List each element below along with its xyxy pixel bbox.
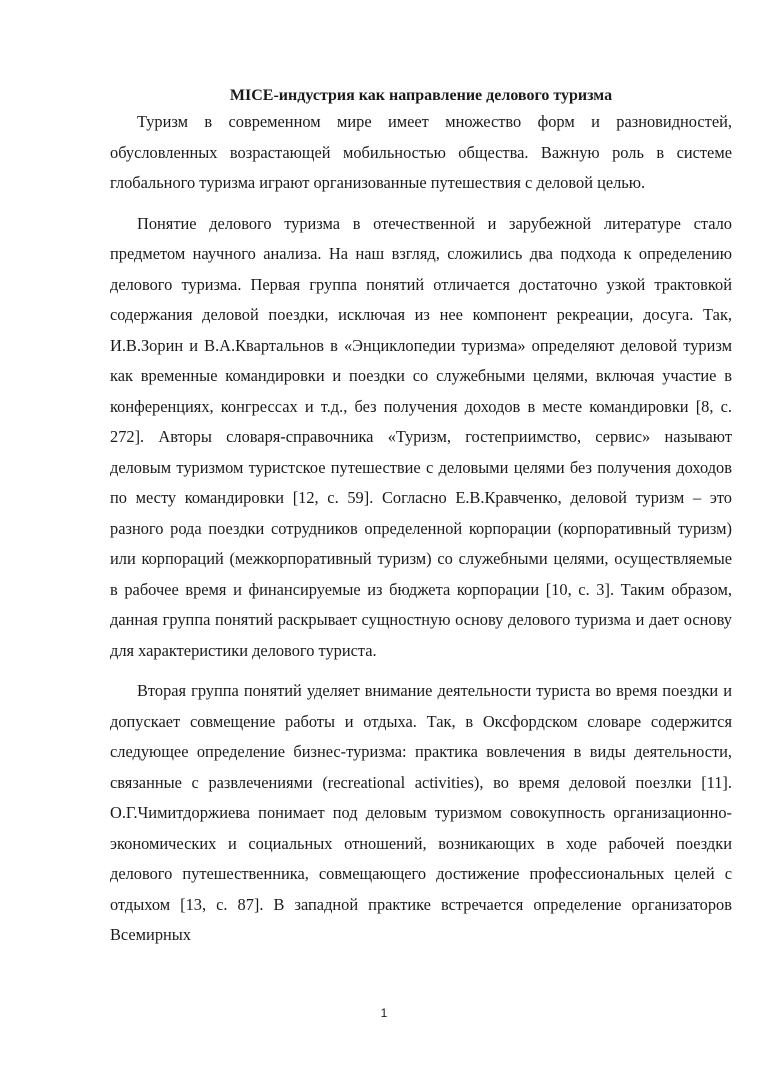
paragraph-intro: Туризм в современном мире имеет множество форм и разновидностей, обусловленных возрастающей мобильностью общества. Важную роль в системе глобального туризма играют организованные путешествия с деловой целью.	[110, 112, 732, 192]
page-number: 1	[380, 1006, 388, 1020]
paragraph-first-approach: Понятие делового туризма в отечественной и зарубежной литературе стало предметом научного анализа. На наш взгляд, сложились два подхода к определению делового туризма. Первая группа понятий отличается достаточно узкой трактовкой содержания деловой поездки, исключая из нее компонент рекреации, досуга. Так, И.В.Зорин и В.А.Квартальнов в «Энциклопедии туризма» определяют деловой туризм как временные командировки и поездки со служебными целями, включая участие в конференциях, конгрессах и т.д., без получения доходов в месте командировки [8, с. 272]. Авторы словаря-справочника «Туризм, гостеприимство, сервис» называют деловым туризмом туристское путешествие с деловыми целями без получения доходов по месту командировки [12, с. 59]. Согласно Е.В.Кравченко, деловой туризм – это разного рода поездки сотрудников определенной корпорации (корпоративный туризм) или корпораций (межкорпоративный туризм) со служебными целями, осуществляемые в рабочее время и финансируемые из бюджета корпорации [10, с. 3]. Таким образом, данная группа понятий раскрывает сущностную основу делового туризма и дает основу для характеристики делового туриста.	[110, 213, 732, 660]
paragraph-second-approach: Вторая группа понятий уделяет внимание деятельности туриста во время поездки и допускает совмещение работы и отдыха. Так, в Оксфордском словаре содержится следующее определение бизнес-туризма: практика вовлечения в виды деятельности, связанные с развлечениями (recreational activities), во время деловой поезлки [11]. О.Г.Чимитдоржиева понимает под деловым туризмом совокупность организационно-экономических и социальных отношений, возникающих в ходе рабочей поездки делового путешественника, совмещающего достижение профессиональных целей с отдыхом [13, с. 87]. В западной практике встречается определение организаторов Всемирных	[110, 681, 732, 944]
document-title: MICE-индустрия как направление делового туризма	[229, 87, 613, 104]
document-page	[110, 86, 732, 951]
